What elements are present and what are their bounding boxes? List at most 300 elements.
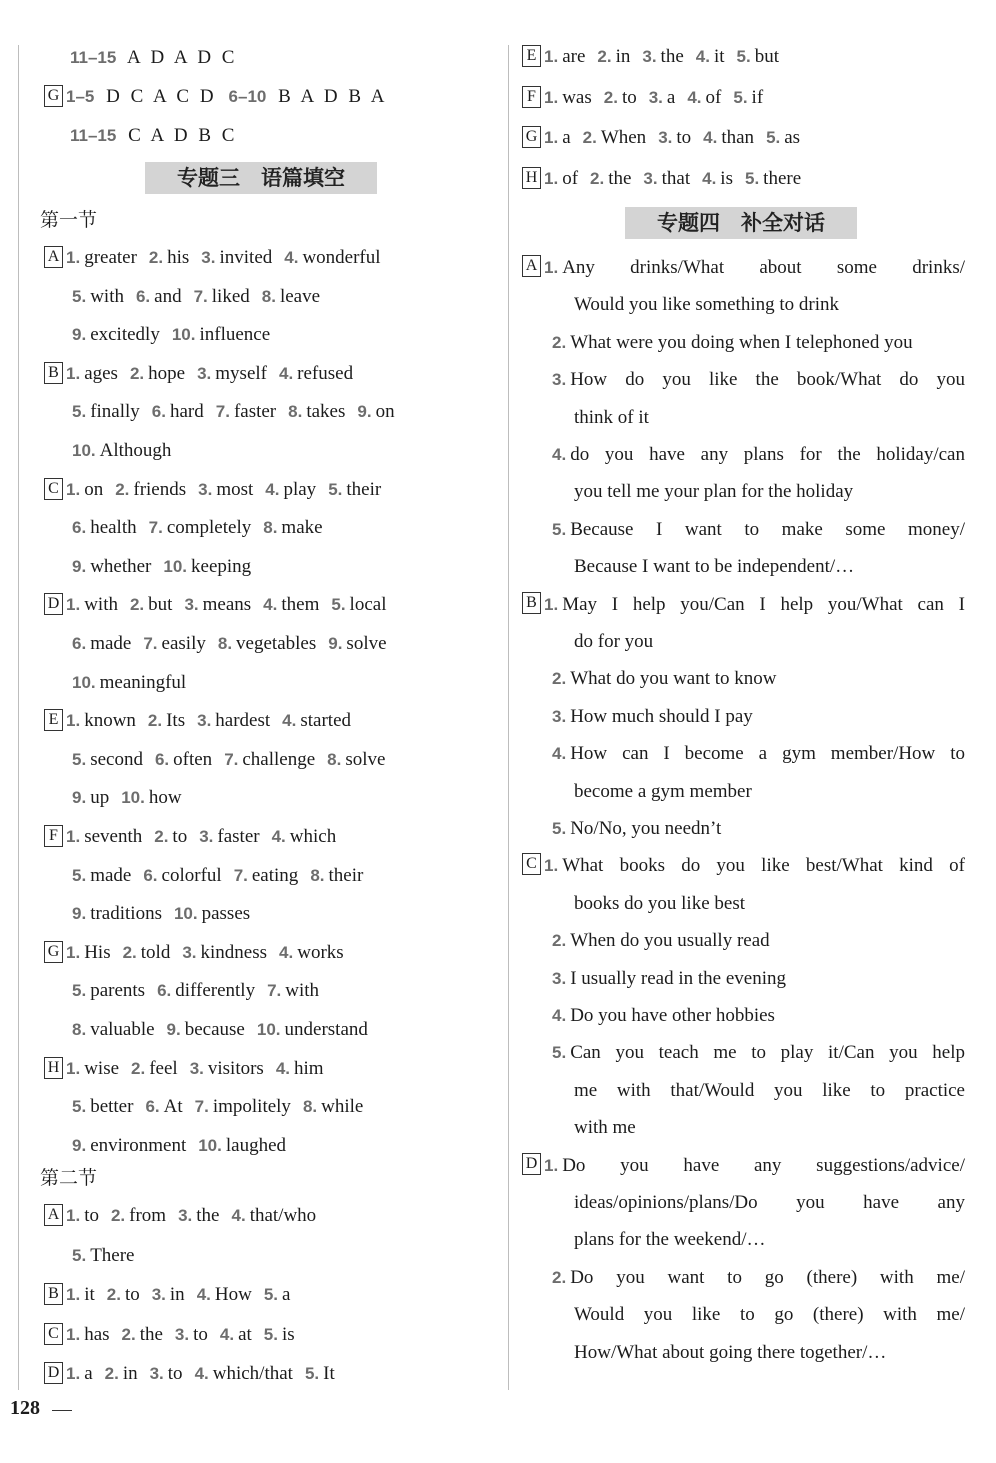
fill-in-answer-line: [44, 245, 381, 271]
answer-word: leave: [279, 285, 321, 307]
item-number: 5.: [552, 519, 567, 539]
item-number: 5.: [72, 286, 87, 306]
item-number: 3.: [198, 479, 213, 499]
mc-range: 11–15: [70, 48, 117, 67]
answer-word: are: [562, 46, 586, 67]
column-divider: [508, 45, 509, 1390]
item-number: 1.: [66, 595, 81, 615]
item-number: 6.: [143, 865, 158, 885]
item-number: 9.: [72, 556, 87, 576]
item-number: 7.: [148, 518, 163, 538]
item-number: 3.: [178, 1206, 193, 1225]
answer-word: hardest: [215, 710, 271, 732]
answer-word: how: [148, 787, 182, 809]
mc-answers: D C A C D: [98, 86, 217, 107]
fill-in-answer-line: [72, 438, 171, 464]
item-number: 2.: [129, 595, 145, 615]
item-number: 2.: [106, 1285, 121, 1304]
item-number: 3.: [174, 1324, 190, 1344]
item-number: 3.: [552, 968, 567, 988]
answer-word: liked: [211, 285, 250, 307]
fill-in-answer-line: [72, 901, 250, 927]
item-number: 1.: [544, 856, 559, 876]
mc-answer-line: [70, 45, 237, 71]
item-number: 2.: [110, 1206, 126, 1225]
item-number: 9.: [357, 402, 372, 422]
answer-word: than: [721, 127, 755, 149]
item-number: 2.: [603, 87, 618, 107]
item-number: 6.: [135, 286, 151, 306]
dialog-answer-text: How do you like the book/What do you: [570, 369, 965, 391]
fill-in-answer-line: [44, 1056, 324, 1082]
answer-box-label: F: [44, 825, 63, 847]
dialog-answer-line: [574, 554, 854, 580]
item-number: 2.: [129, 363, 145, 383]
item-number: 5.: [72, 1245, 87, 1265]
item-number: 4.: [702, 169, 717, 189]
item-number: 7.: [233, 865, 248, 885]
answer-word: to: [621, 86, 637, 108]
answer-word: make: [281, 517, 323, 539]
mc-answers: A D A D C: [120, 47, 238, 68]
dialog-answer-text: think of it: [574, 406, 649, 428]
answer-box-label: B: [44, 1283, 63, 1305]
fill-in-answer-line: [522, 125, 800, 151]
item-number: 3.: [149, 1364, 164, 1383]
dialog-answer-line: [574, 479, 853, 505]
item-number: 4.: [194, 1364, 209, 1383]
item-number: 8.: [72, 1020, 87, 1039]
fill-in-answer-line: [72, 1094, 363, 1120]
dialog-answer-text: Because I want to make some money/: [570, 518, 965, 540]
item-number: 3.: [642, 47, 657, 66]
item-number: 1.: [66, 1206, 81, 1225]
answer-word: How: [214, 1284, 252, 1305]
answer-word: eating: [251, 864, 299, 886]
answer-box-label: D: [522, 1153, 541, 1175]
item-number: 3.: [552, 706, 567, 726]
dialog-answer-line: [552, 741, 965, 767]
answer-word: to: [124, 1284, 140, 1305]
item-number: 6.: [154, 749, 170, 769]
answer-word: finally: [90, 401, 140, 423]
item-number: 2.: [552, 931, 567, 951]
item-number: 10.: [72, 441, 96, 460]
answer-box-label: D: [44, 593, 63, 615]
answer-word: takes: [306, 401, 346, 423]
item-number: 5.: [328, 479, 343, 499]
item-number: 9.: [72, 788, 87, 808]
answer-box-label: C: [44, 1323, 63, 1345]
item-number: 5.: [736, 47, 751, 66]
answer-box-label: C: [44, 478, 63, 500]
item-number: 5.: [744, 169, 760, 189]
item-number: 10.: [173, 904, 198, 924]
answer-word: their: [328, 864, 364, 886]
left-margin-rule: [18, 45, 19, 1390]
answer-word: understand: [284, 1019, 368, 1040]
answer-word: challenge: [242, 748, 316, 770]
answer-word: meaningful: [99, 671, 187, 693]
item-number: 4.: [196, 1285, 211, 1304]
item-number: 2.: [154, 827, 169, 846]
answer-word: a: [562, 127, 571, 149]
item-number: 2.: [552, 332, 567, 352]
dialog-answer-line: [574, 405, 649, 431]
item-number: 10.: [256, 1020, 281, 1039]
dialog-answer-text: How can I become a gym member/How to: [570, 743, 965, 765]
fill-in-answer-line: [44, 477, 381, 503]
answer-word: is: [720, 168, 733, 190]
dialog-answer-text: I usually read in the evening: [570, 967, 786, 989]
item-number: 3.: [197, 711, 212, 731]
dialog-answer-text: Do you want to go (there) with me/: [570, 1266, 965, 1288]
answer-word: made: [90, 633, 132, 654]
answer-word: with: [84, 594, 118, 616]
item-number: 4.: [275, 1058, 291, 1078]
dialog-answer-line: [522, 853, 965, 879]
fill-in-answer-line: [72, 978, 319, 1004]
dialog-answer-line: [574, 629, 653, 655]
answer-word: faster: [233, 401, 277, 423]
answer-word: laughed: [225, 1134, 287, 1156]
answer-word: a: [282, 1284, 291, 1305]
item-number: 2.: [582, 128, 597, 148]
item-number: 4.: [284, 248, 299, 267]
dialog-answer-text: When do you usually read: [570, 930, 770, 952]
fill-in-answer-line: [72, 399, 395, 425]
item-number: 4.: [219, 1324, 235, 1344]
dialog-answer-text: plans for the weekend/…: [574, 1229, 766, 1251]
answer-word: their: [346, 478, 382, 500]
fill-in-answer-line: [72, 747, 385, 773]
item-number: 1.: [66, 1058, 81, 1078]
answer-word: from: [129, 1205, 167, 1226]
fill-in-answer-line: [72, 554, 251, 580]
dialog-answer-text: Because I want to be independent/…: [574, 556, 855, 578]
dialog-answer-line: [574, 779, 752, 805]
fill-in-answer-line: [72, 322, 270, 348]
answer-word: keeping: [191, 555, 252, 577]
fill-in-answer-line: [522, 44, 779, 70]
dialog-answer-text: do for you: [574, 631, 654, 652]
answer-word: whether: [90, 555, 152, 577]
answer-word: There: [90, 1244, 135, 1266]
dialog-answer-text: No/No, you needn’t: [570, 818, 722, 839]
mc-answers: B A D B A: [270, 86, 388, 107]
item-number: 4.: [703, 128, 718, 148]
answer-word: on: [84, 478, 104, 500]
item-number: 7.: [143, 634, 158, 653]
answer-word: environment: [90, 1134, 187, 1156]
page-number-dash: [52, 1410, 72, 1411]
answer-word: Its: [166, 710, 186, 732]
item-number: 5.: [552, 1043, 567, 1063]
answer-word: his: [167, 247, 190, 268]
item-number: 5.: [263, 1324, 278, 1344]
answer-word: refused: [297, 362, 354, 384]
item-number: 8.: [302, 1097, 318, 1117]
answer-box-label: D: [44, 1362, 63, 1384]
answer-word: of: [705, 86, 722, 108]
item-number: 1.: [544, 47, 559, 66]
answer-word: visitors: [207, 1057, 264, 1079]
item-number: 2.: [147, 711, 163, 731]
item-number: 4.: [282, 711, 297, 731]
item-number: 9.: [72, 904, 87, 924]
item-number: 3.: [643, 169, 658, 189]
dialog-answer-text: do you have any plans for the holiday/can: [570, 444, 965, 465]
dialog-answer-text: What do you want to know: [570, 668, 777, 690]
answer-word: with: [285, 980, 320, 1002]
dialog-answer-line: [574, 1190, 965, 1216]
item-number: 1.: [66, 363, 81, 383]
answer-word: while: [321, 1096, 364, 1118]
answer-word: which/that: [212, 1363, 293, 1384]
answer-word: local: [349, 594, 387, 616]
dialog-answer-text: What were you doing when I telephoned you: [570, 331, 913, 353]
item-number: 10.: [171, 325, 196, 345]
answer-word: health: [90, 517, 137, 539]
answer-word: on: [375, 401, 395, 423]
fill-in-answer-line: [72, 284, 320, 310]
answer-word: parents: [90, 980, 146, 1002]
item-number: 1.: [544, 594, 559, 614]
item-number: 2.: [552, 669, 567, 689]
answer-word: valuable: [90, 1019, 155, 1040]
item-number: 9.: [72, 1135, 87, 1155]
dialog-answer-line: [574, 1115, 636, 1141]
answer-word: to: [167, 1363, 183, 1384]
answer-word: to: [193, 1323, 208, 1345]
answer-word: the: [608, 168, 632, 190]
item-number: 8.: [263, 518, 278, 538]
item-number: 4.: [278, 363, 294, 383]
item-number: 7.: [267, 981, 282, 1001]
answer-box-label: H: [44, 1057, 63, 1079]
answer-word: excitedly: [90, 324, 160, 346]
answer-word: at: [238, 1323, 252, 1345]
item-number: 1.: [544, 169, 559, 189]
item-number: 7.: [224, 749, 239, 769]
dialog-answer-text: Would you like something to drink: [574, 294, 839, 316]
item-number: 4.: [231, 1206, 246, 1225]
topic-title: 专题四 补全对话: [625, 207, 857, 239]
dialog-answer-line: [574, 1340, 886, 1366]
item-number: 1.: [544, 258, 559, 277]
fill-in-answer-line: [72, 670, 186, 696]
dialog-answer-text: become a gym member: [574, 780, 752, 802]
item-number: 8.: [288, 402, 303, 422]
answer-word: differently: [175, 980, 256, 1002]
dialog-answer-text: ideas/opinions/plans/Do you have any: [574, 1192, 965, 1213]
answer-word: the: [660, 46, 684, 67]
answer-word: that/who: [249, 1205, 317, 1226]
item-number: 5.: [72, 749, 87, 769]
answer-word: a: [666, 86, 676, 108]
dialog-answer-text: books do you like best: [574, 892, 745, 914]
answer-word: His: [84, 941, 111, 963]
fill-in-answer-line: [44, 592, 386, 618]
fill-in-answer-line: [44, 1282, 290, 1308]
item-number: 5.: [72, 1097, 87, 1117]
fill-in-answer-line: [72, 785, 182, 811]
answer-word: there: [763, 168, 802, 190]
answer-box-label: G: [522, 126, 541, 148]
dialog-answer-line: [574, 1302, 965, 1328]
dialog-answer-text: How much should I pay: [570, 705, 753, 727]
item-number: 4.: [552, 744, 567, 764]
answer-word: to: [172, 826, 188, 847]
answer-word: At: [163, 1096, 183, 1118]
topic-title: 专题三 语篇填空: [145, 162, 377, 194]
fill-in-answer-line: [72, 1243, 135, 1269]
answer-word: easily: [161, 633, 206, 654]
item-number: 8.: [261, 286, 276, 306]
item-number: 1.: [66, 711, 81, 731]
item-number: 10.: [198, 1135, 222, 1155]
mc-range: 1–5: [66, 87, 95, 106]
answer-box-label: A: [522, 255, 541, 277]
item-number: 1.: [544, 128, 559, 148]
answer-word: hope: [148, 362, 186, 384]
item-number: 8.: [327, 749, 342, 769]
answer-word: Although: [99, 440, 172, 461]
answer-word: seventh: [84, 826, 143, 847]
item-number: 7.: [215, 402, 230, 422]
mc-answer-line: [70, 123, 237, 149]
answer-word: them: [281, 594, 320, 616]
item-number: 5.: [72, 402, 87, 422]
fill-in-answer-line: [72, 863, 363, 889]
answer-word: of: [562, 168, 579, 190]
item-number: 3.: [182, 942, 197, 962]
answer-word: it: [84, 1284, 95, 1305]
answer-word: a: [84, 1363, 93, 1384]
answer-word: play: [283, 478, 317, 500]
item-number: 10.: [121, 788, 145, 808]
answer-word: in: [169, 1284, 185, 1305]
dialog-answer-line: [552, 966, 786, 992]
item-number: 4.: [263, 595, 278, 615]
fill-in-answer-line: [44, 1322, 295, 1348]
dialog-answer-text: Can you teach me to play it/Can you help: [570, 1042, 965, 1064]
item-number: 6.: [72, 634, 87, 653]
item-number: 4.: [687, 87, 702, 107]
item-number: 6.: [145, 1097, 160, 1117]
answer-word: often: [173, 748, 213, 770]
answer-word: vegetables: [236, 633, 317, 654]
fill-in-answer-line: [44, 824, 336, 850]
fill-in-answer-line: [44, 1361, 335, 1387]
item-number: 4.: [695, 47, 710, 66]
answer-box-label: E: [44, 709, 63, 731]
answer-word: wise: [84, 1057, 120, 1079]
fill-in-answer-line: [72, 631, 387, 657]
fill-in-answer-line: [72, 515, 323, 541]
answer-word: impolitely: [212, 1096, 291, 1118]
answer-box-label: A: [44, 1204, 63, 1226]
fill-in-answer-line: [72, 1133, 286, 1159]
dialog-answer-line: [552, 517, 965, 543]
answer-word: because: [184, 1019, 245, 1040]
item-number: 10.: [72, 672, 96, 692]
answer-word: second: [90, 748, 143, 770]
answer-word: means: [202, 594, 252, 616]
mc-range: 6–10: [228, 87, 267, 106]
dialog-answer-line: [552, 1003, 775, 1029]
item-number: 5.: [72, 865, 87, 885]
answer-word: friends: [133, 478, 187, 500]
dialog-answer-text: Would you like to go (there) with me/: [574, 1304, 965, 1326]
answer-word: the: [196, 1205, 220, 1226]
item-number: 3.: [197, 363, 212, 383]
answer-word: with: [90, 285, 124, 307]
item-number: 2.: [121, 1324, 136, 1344]
answer-word: It: [323, 1363, 335, 1384]
dialog-answer-text: me with that/Would you like to practice: [574, 1079, 965, 1101]
answer-word: to: [676, 127, 692, 149]
page-number: 128: [10, 1397, 40, 1419]
item-number: 5.: [304, 1364, 320, 1383]
item-number: 1.: [66, 248, 81, 267]
item-number: 9.: [72, 325, 87, 345]
dialog-answer-line: [574, 891, 745, 917]
answer-word: up: [90, 787, 110, 809]
mc-answer-line: [44, 84, 388, 110]
dialog-answer-line: [552, 1040, 965, 1066]
item-number: 2.: [597, 47, 612, 66]
fill-in-answer-line: [44, 708, 351, 734]
dialog-answer-line: [522, 592, 965, 618]
dialog-answer-line: [552, 1265, 965, 1291]
dialog-answer-line: [574, 1227, 766, 1253]
answer-word: myself: [215, 362, 267, 384]
section-heading: 第一节: [40, 209, 98, 231]
item-number: 9.: [166, 1020, 181, 1039]
fill-in-answer-line: [522, 166, 801, 192]
answer-box-label: A: [44, 246, 63, 268]
answer-word: traditions: [90, 903, 162, 925]
item-number: 3.: [552, 370, 567, 390]
dialog-answer-line: [552, 330, 913, 356]
fill-in-answer-line: [44, 940, 344, 966]
dialog-answer-line: [522, 255, 965, 281]
answer-word: most: [216, 478, 254, 500]
item-number: 5.: [263, 1285, 279, 1304]
answer-word: solve: [346, 633, 387, 654]
answer-word: but: [148, 594, 173, 616]
dialog-answer-line: [522, 1153, 965, 1179]
item-number: 7.: [193, 286, 208, 306]
item-number: 2.: [104, 1364, 119, 1383]
answer-word: in: [615, 46, 631, 67]
answer-box-label: E: [522, 45, 541, 67]
answer-box-label: B: [522, 592, 541, 614]
item-number: 9.: [328, 634, 343, 653]
answer-box-label: G: [44, 85, 63, 107]
section-heading: 第二节: [40, 1167, 98, 1189]
item-number: 4.: [271, 827, 286, 846]
answer-word: invited: [219, 247, 273, 268]
item-number: 7.: [194, 1097, 209, 1117]
item-number: 2.: [590, 169, 605, 189]
dialog-answer-text: Do you have other hobbies: [570, 1005, 775, 1026]
mc-range: 11–15: [70, 126, 117, 145]
answer-word: passes: [201, 903, 251, 925]
answer-box-label: C: [522, 853, 541, 875]
dialog-answer-line: [552, 704, 753, 730]
